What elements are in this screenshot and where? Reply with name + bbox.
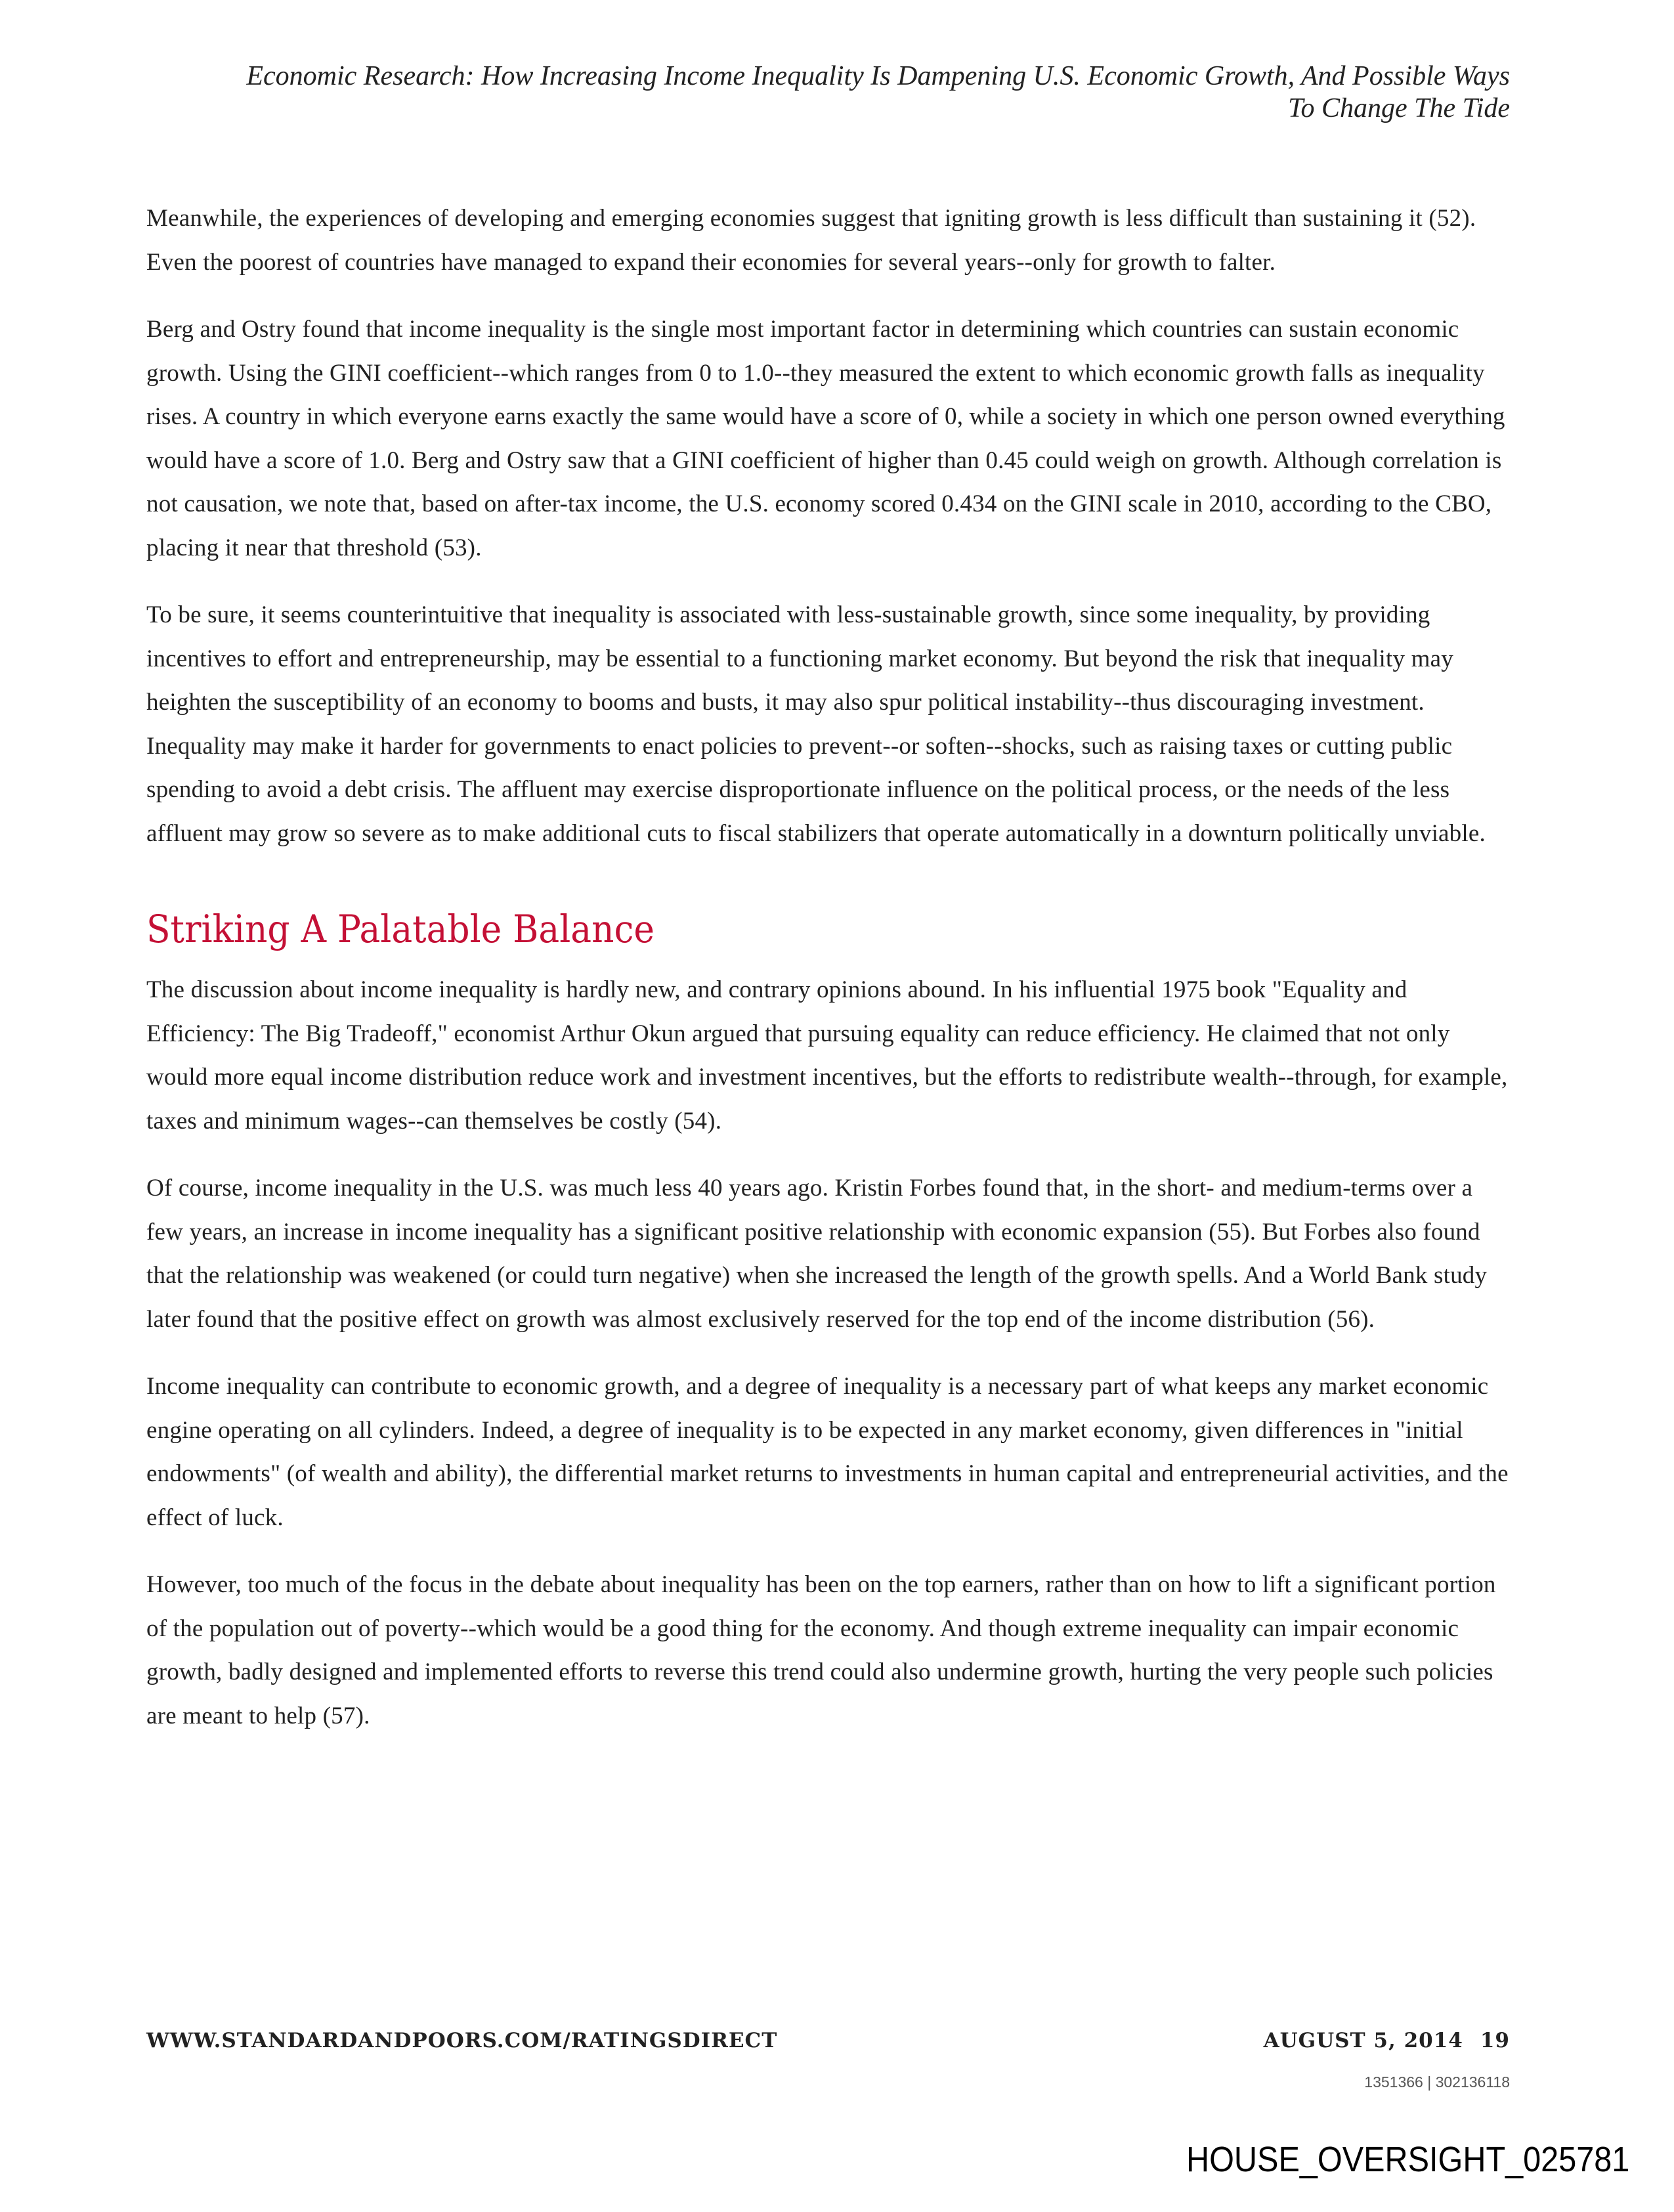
footer-date-page [1264,2029,1510,2052]
bates-number: HOUSE_OVERSIGHT_025781 [1186,2140,1629,2179]
document-id: 1351366 | 302136118 [1364,2073,1510,2091]
paragraph: The discussion about income inequality is hardly new, and contrary opinions abound. In his influential 1975 book "Equality and Efficiency: The Big Tradeoff," economist Arthur Okun argued that pursuing equality can reduce efficiency. He claimed that not only would more equal income distribution reduce work and investment incentives, but the efforts to redistribute wealth--through, for example, taxes and minimum wages--can themselves be costly (54). [146,976,1508,1135]
page-number: 19 [1480,2029,1510,2052]
footer-date: AUGUST 5, 2014 [1263,2029,1463,2052]
running-header [246,60,1510,125]
paragraph: Income inequality can contribute to economic growth, and a degree of inequality is a necessary part of what keeps any market economic engine operating on all cylinders. Indeed, a degree of inequality is to be expected in any market economy, given differences in "initial endowments" (of wealth and ability), the differential market returns to investments in human capital and entrepreneurial activities, and the effect of luck. [146,1373,1509,1531]
footer-url: WWW.STANDARDANDPOORS.COM/RATINGSDIRECT [146,2029,778,2052]
body-text [146,197,1515,1762]
paragraph: Meanwhile, the experiences of developing and emerging economies suggest that igniting growth is less difficult than sustaining it (52). Even the poorest of countries have managed to expand their economies for several years--only for growth to falter. [146,205,1476,276]
header-line-2: To Change The Tide [1287,93,1510,123]
paragraph: Berg and Ostry found that income inequality is the single most important factor in determining which countries can sustain economic growth. Using the GINI coefficient--which ranges from 0 to 1.0--they measured the extent to which economic growth falls as inequality rises. A country in which everyone earns exactly the same would have a score of 0, while a society in which one person owned everything would have a score of 1.0. Berg and Ostry saw that a GINI coefficient of higher than 0.45 could weigh on growth. Although correlation is not causation, we note that, based on after-tax income, the U.S. economy scored 0.434 on the GINI scale in 2010, according to the CBO, placing it near that threshold (53). [146,316,1505,561]
paragraph: Of course, income inequality in the U.S. was much less 40 years ago. Kristin Forbes found that, in the short- and medium-terms over a few years, an increase in income inequality has a significant positive relationship with economic expansion (55). But Forbes also found that the relationship was weakened (or could turn negative) when she increased the length of the growth spells. And a World Bank study later found that the positive effect on growth was almost exclusively reserved for the top end of the income distribution (56). [146,1175,1488,1333]
paragraph: To be sure, it seems counterintuitive that inequality is associated with less-sustainable growth, since some inequality, by providing incentives to effort and entrepreneurship, may be essential to a functioning market economy. But beyond the risk that inequality may heighten the susceptibility of an economy to booms and busts, it may also spur political instability--thus discouraging investment. Inequality may make it harder for governments to enact policies to prevent--or soften--shocks, such as raising taxes or cutting public spending to avoid a debt crisis. The affluent may exercise disproportionate influence on the political process, or the needs of the less affluent may grow so severe as to make additional cuts to fiscal stabilizers that operate automatically in a downturn politically unviable. [146,601,1486,847]
paragraph: However, too much of the focus in the debate about inequality has been on the top earners, rather than on how to lift a significant portion of the population out of poverty--which would be a good thing for the economy. And though extreme inequality can impair economic growth, badly designed and implemented efforts to reverse this trend could also undermine growth, hurting the very people such policies are meant to help (57). [146,1571,1496,1729]
header-line-1: Economic Research: How Increasing Income Inequality Is Dampening U.S. Economic Growth, And Possible Ways [246,61,1510,91]
section-heading: Striking A Palatable Balance [146,907,655,951]
